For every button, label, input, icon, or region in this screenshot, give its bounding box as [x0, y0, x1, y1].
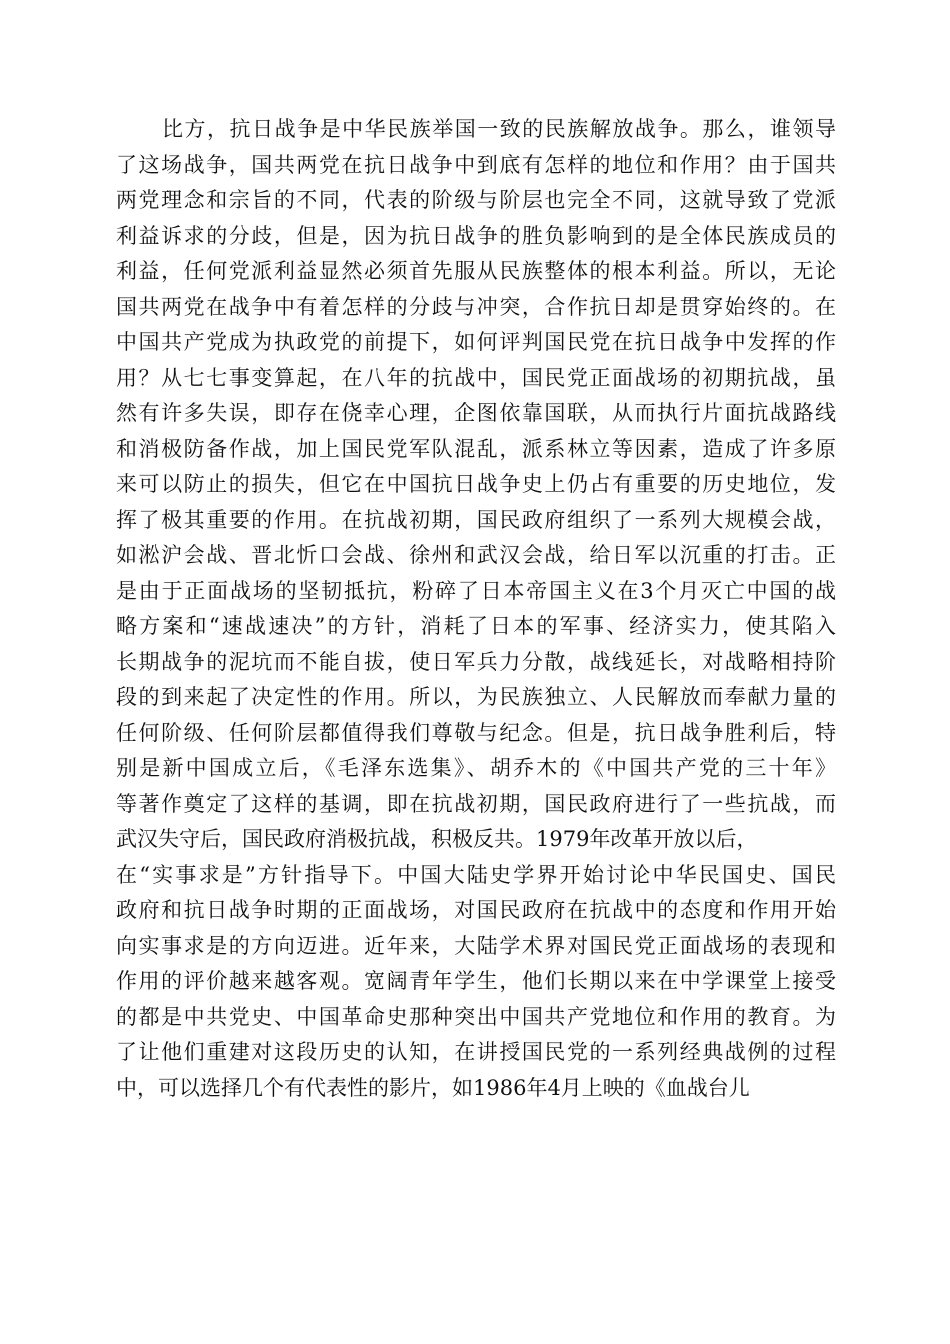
text-line: 的都是中共党史、中国革命史那种突出中国共产党地位和作用的教育。为	[116, 1004, 836, 1029]
text-line: 了这场战争，国共两党在抗日战争中到底有怎样的地位和作用？由于国共	[116, 152, 836, 177]
text-line: 长期战争的泥坑而不能自拔，使日军兵力分散，战线延长，对战略相持阶	[116, 649, 836, 674]
text-line: 挥了极其重要的作用。在抗战初期，国民政府组织了一系列大规模会战，	[116, 507, 836, 532]
text-line: 在“实事求是”方针指导下。中国大陆史学界开始讨论中华民国史、国民	[116, 862, 836, 887]
text-line: 来可以防止的损失，但它在中国抗日战争史上仍占有重要的历史地位，发	[116, 472, 836, 496]
text-line: 作用的评价越来越客观。宽阔青年学生，他们长期以来在中学课堂上接受	[116, 969, 836, 993]
text-line: 略方案和“速战速决”的方针，消耗了日本的军事、经济实力，使其陷入	[116, 614, 836, 638]
text-line: 段的到来起了决定性的作用。所以，为民族独立、人民解放而奉献力量的	[116, 685, 836, 709]
text-line: 别是新中国成立后，《毛泽东选集》、胡乔木的《中国共产党的三十年》	[116, 756, 836, 780]
text-line: 中国共产党成为执政党的前提下，如何评判国民党在抗日战争中发挥的作	[116, 330, 836, 354]
text-line: 是由于正面战场的坚韧抵抗，粉碎了日本帝国主义在3个月灭亡中国的战	[116, 578, 836, 603]
text-line: 向实事求是的方向迈进。近年来，大陆学术界对国民党正面战场的表现和	[116, 933, 836, 958]
text-line: 比方，抗日战争是中华民族举国一致的民族解放战争。那么，谁领导	[162, 117, 836, 141]
text-line: 利益诉求的分歧，但是，因为抗日战争的胜负影响到的是全体民族成员的	[116, 223, 836, 248]
text-line: 国共两党在战争中有着怎样的分歧与冲突，合作抗日却是贯穿始终的。在	[116, 294, 836, 319]
text-line: 中，可以选择几个有代表性的影片，如1986年4月上映的《血战台儿	[116, 1075, 750, 1100]
body-paragraph	[116, 112, 836, 1106]
text-line: 任何阶级、任何阶层都值得我们尊敬与纪念。但是，抗日战争胜利后，特	[116, 720, 836, 745]
text-line: 如淞沪会战、晋北忻口会战、徐州和武汉会战，给日军以沉重的打击。正	[116, 543, 836, 567]
text-line: 利益，任何党派利益显然必须首先服从民族整体的根本利益。所以，无论	[116, 259, 836, 283]
text-line: 政府和抗日战争时期的正面战场，对国民政府在抗战中的态度和作用开始	[116, 898, 836, 922]
text-line: 了让他们重建对这段历史的认知，在讲授国民党的一系列经典战例的过程	[116, 1040, 836, 1064]
text-line: 用？从七七事变算起，在八年的抗战中，国民党正面战场的初期抗战，虽	[116, 365, 836, 390]
text-line: 两党理念和宗旨的不同，代表的阶级与阶层也完全不同，这就导致了党派	[116, 188, 836, 212]
text-line: 然有许多失误，即存在侥幸心理，企图依靠国联，从而执行片面抗战路线	[116, 401, 836, 425]
text-line: 武汉失守后，国民政府消极抗战，积极反共。1979年改革开放以后，	[116, 827, 758, 851]
text-line: 和消极防备作战，加上国民党军队混乱，派系林立等因素，造成了许多原	[116, 436, 836, 461]
text-line: 等著作奠定了这样的基调，即在抗战初期，国民政府进行了一些抗战，而	[116, 791, 836, 816]
